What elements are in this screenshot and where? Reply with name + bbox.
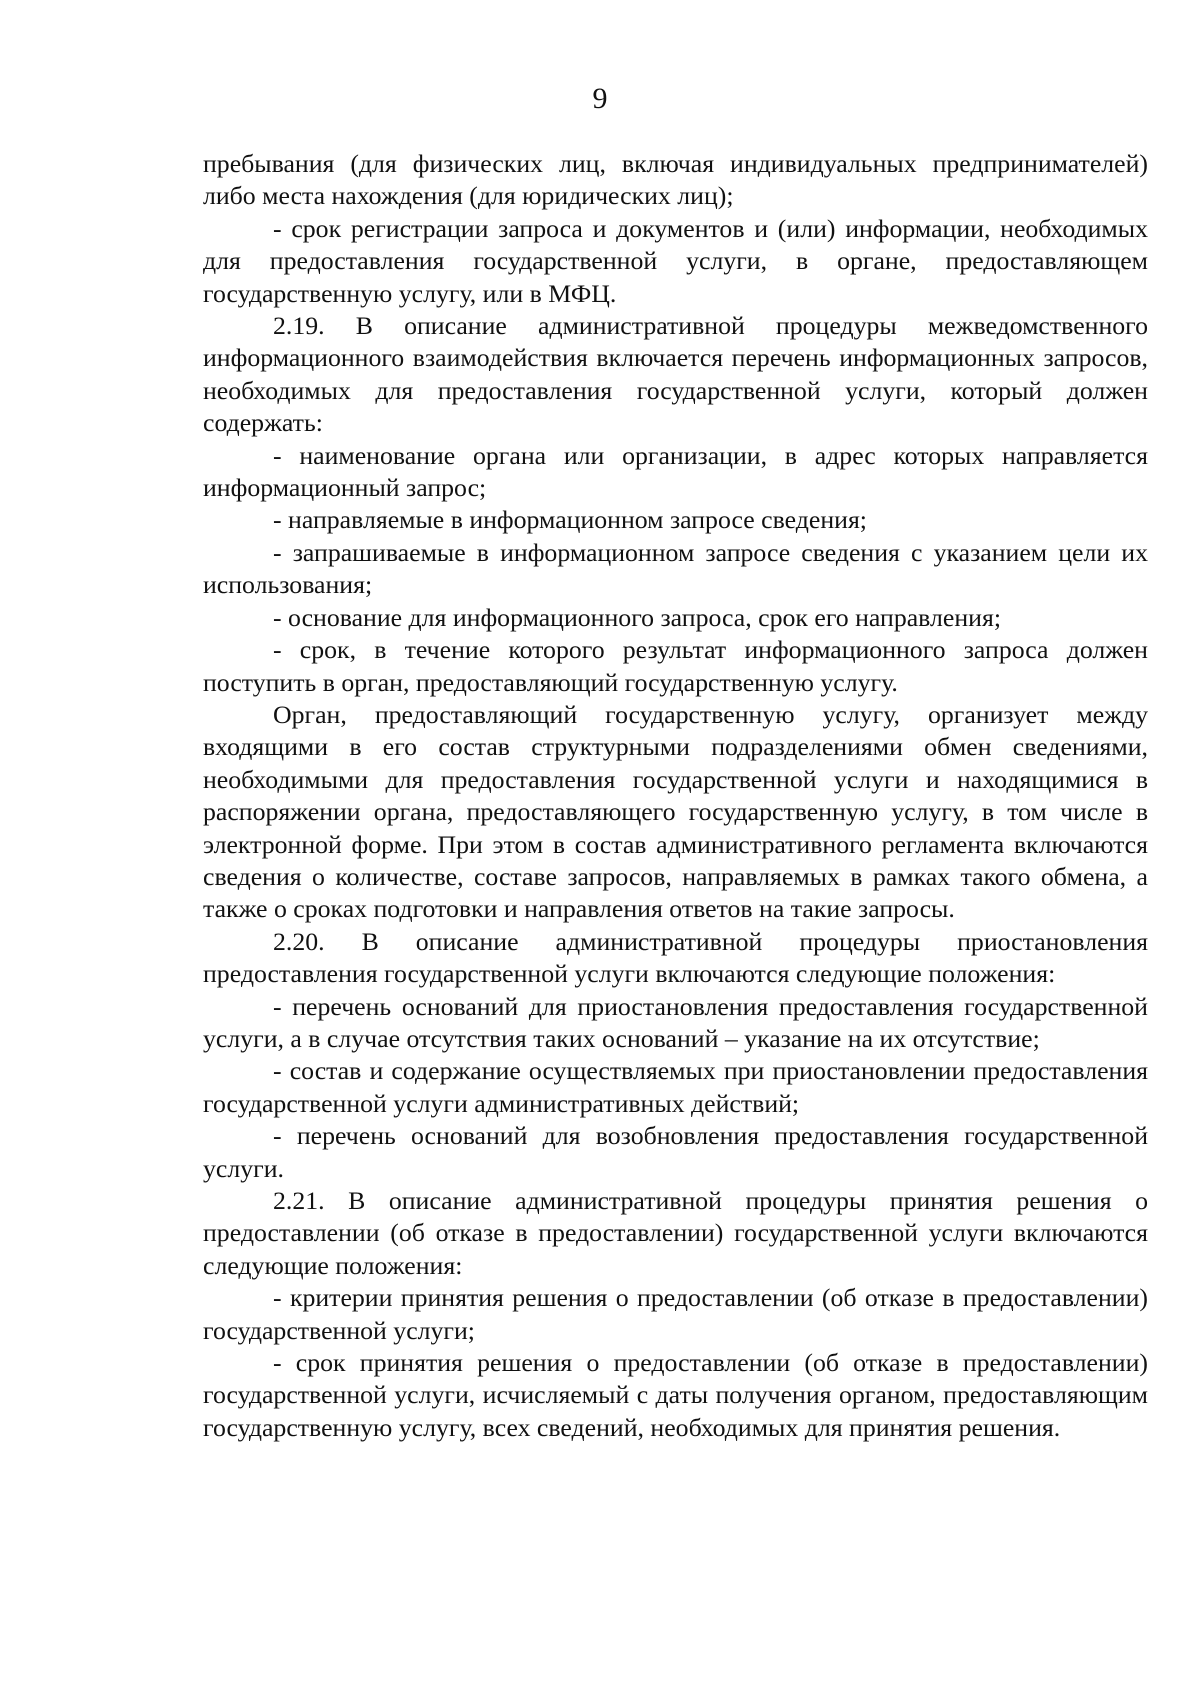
paragraph: 2.20. В описание административной процедуры приостановления предоставления государственной услуги включаются следующие положения: bbox=[203, 926, 1148, 989]
paragraph: - срок регистрации запроса и документов и (или) информации, необходимых для предоставления государственной услуги, в органе, предоставляющем государственную услугу, или в МФЦ. bbox=[203, 213, 1148, 308]
paragraph: - срок принятия решения о предоставлении (об отказе в предоставлении) государственной услуги, исчисляемый с даты получения органом, предоставляющим государственную услугу, всех сведений, необходимых для принятия решения. bbox=[203, 1348, 1148, 1442]
paragraph: - срок, в течение которого результат информационного запроса должен поступить в орган, предоставляющий государственную услугу. bbox=[203, 635, 1148, 697]
paragraph: - перечень оснований для приостановления предоставления государственной услуги, а в случае отсутствия таких оснований – указание на их отсутствие; bbox=[203, 991, 1148, 1053]
paragraph: - направляемые в информационном запросе сведения; bbox=[273, 505, 867, 535]
paragraph: Орган, предоставляющий государственную услугу, организует между входящими в его состав структурными подразделениями обмен сведениями, необходимыми для предоставления государственной услуги и находящимися в распоряжении органа, предоставляющего государственную услугу, в том числе в электронной форме. При этом в состав административного регламента включаются сведения о количестве, составе запросов, направляемых в рамках такого обмена, а также о сроках подготовки и направления ответов на такие запросы. bbox=[203, 699, 1148, 924]
page-number: 9 bbox=[592, 82, 608, 115]
paragraph: 2.19. В описание административной процедуры межведомственного информационного взаимодействия включается перечень информационных запросов, необходимых для предоставления государственной услуги, который должен содержать: bbox=[203, 311, 1148, 438]
paragraph: - основание для информационного запроса, срок его направления; bbox=[273, 602, 1001, 632]
paragraph: пребывания (для физических лиц, включая индивидуальных предпринимателей) либо места нахождения (для юридических лиц); bbox=[203, 149, 1148, 211]
paragraph: 2.21. В описание административной процедуры принятия решения о предоставлении (об отказе в предоставлении) государственной услуги включаются следующие положения: bbox=[203, 1186, 1148, 1280]
paragraph: - запрашиваемые в информационном запросе сведения с указанием цели их использования; bbox=[203, 537, 1148, 600]
paragraph: - критерии принятия решения о предоставлении (об отказе в предоставлении) государственной услуги; bbox=[203, 1283, 1148, 1345]
paragraph: - наименование органа или организации, в адрес которых направляется информационный запрос; bbox=[203, 440, 1148, 503]
paragraph: - состав и содержание осуществляемых при приостановлении предоставления государственной услуги административных действий; bbox=[203, 1056, 1148, 1118]
paragraph: - перечень оснований для возобновления предоставления государственной услуги. bbox=[203, 1121, 1148, 1183]
document-body bbox=[203, 148, 1148, 1444]
